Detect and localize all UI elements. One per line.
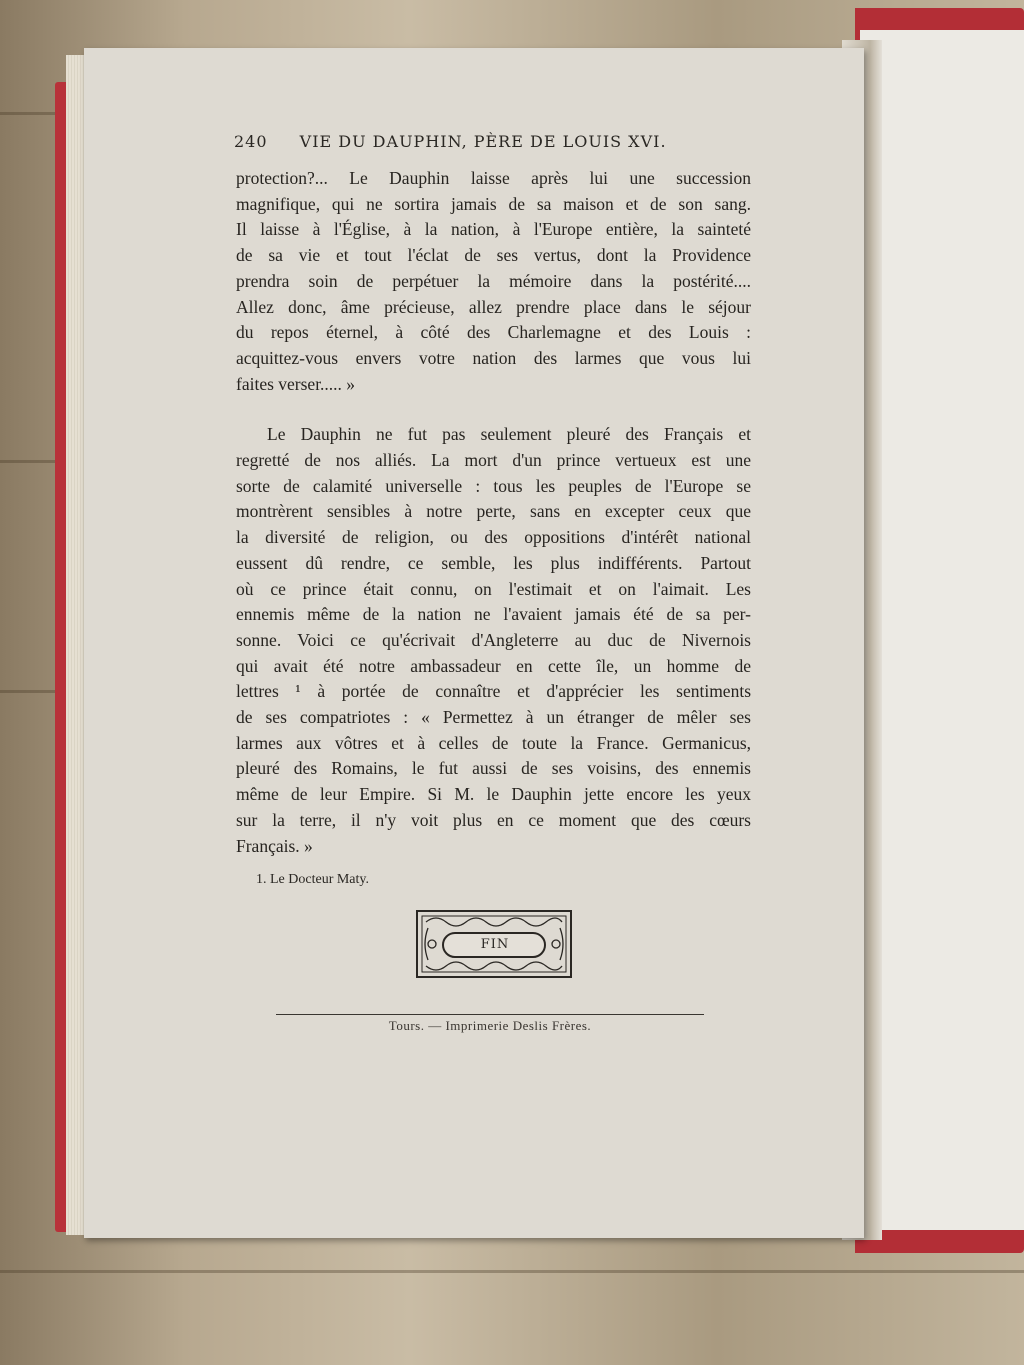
text-line: la diversité de religion, ou des oppositions d'intérêt national xyxy=(236,527,751,548)
endpaper xyxy=(860,30,1024,1230)
running-header xyxy=(234,132,754,151)
text-line: où ce prince était connu, on l'estimait et on l'aimait. Les xyxy=(236,578,751,599)
text-line: ennemis même de la nation ne l'avaient jamais été de sa per- xyxy=(236,604,751,625)
paragraph-2 xyxy=(236,422,751,859)
text-line: larmes aux vôtres et à celles de toute la France. Germanicus, xyxy=(236,732,751,753)
text-line: prendra soin de perpétuer la mémoire dans la postérité.... xyxy=(236,270,751,291)
text-line: eussent dû rendre, ce semble, les plus indifférents. Partout xyxy=(236,552,751,573)
text-line: montrèrent sensibles à notre perte, sans en excepter ceux que xyxy=(236,501,751,522)
text-line: magnifique, qui ne sortira jamais de sa maison et de son sang. xyxy=(236,193,751,214)
fin-label: FIN xyxy=(480,937,510,952)
running-title: VIE DU DAUPHIN, PÈRE DE LOUIS XVI. xyxy=(299,132,667,151)
text-line: sorte de calamité universelle : tous les peuples de l'Europe se xyxy=(236,475,751,496)
text-line: pleuré des Romains, le fut aussi de ses voisins, des ennemis xyxy=(236,758,751,779)
text-line: Allez donc, âme précieuse, allez prendre place dans le séjour xyxy=(236,296,751,317)
text-line: protection?... Le Dauphin laisse après lui une succession xyxy=(236,168,751,188)
text-line: acquittez-vous envers votre nation des larmes que vous lui xyxy=(236,347,751,368)
text-line: de sa vie et tout l'éclat de ses vertus, dont la Providence xyxy=(236,245,751,266)
body-text xyxy=(236,166,751,859)
page-number: 240 xyxy=(234,132,268,151)
text-line: regretté de nos alliés. La mort d'un prince vertueux est une xyxy=(236,450,751,471)
imprint-rule xyxy=(276,1014,704,1015)
text-line: Il laisse à l'Église, à la nation, à l'Europe entière, la sainteté xyxy=(236,219,751,240)
printer-imprint: Tours. — Imprimerie Deslis Frères. xyxy=(388,1018,592,1033)
text-line: de ses compatriotes : « Permettez à un étranger de mêler ses xyxy=(236,707,751,728)
text-line: Français. » xyxy=(236,835,313,856)
footnote: 1. Le Docteur Maty. xyxy=(256,872,369,887)
text-line: sonne. Voici ce qu'écrivait d'Angleterre au duc de Nivernois xyxy=(236,629,751,650)
wood-grain xyxy=(0,1270,1024,1273)
text-line: lettres ¹ à portée de connaître et d'apprécier les sentiments xyxy=(236,681,751,702)
text-line: Le Dauphin ne fut pas seulement pleuré des Français et xyxy=(267,424,751,445)
text-line: qui avait été notre ambassadeur en cette île, un homme de xyxy=(236,655,751,676)
page-edges xyxy=(66,55,86,1235)
paragraph-gap xyxy=(236,397,751,422)
text-line: faites verser..... » xyxy=(236,373,356,394)
book-page xyxy=(84,48,864,1238)
text-line: du repos éternel, à côté des Charlemagne et des Louis : xyxy=(236,322,751,343)
paragraph-1 xyxy=(236,166,751,397)
text-line: même de leur Empire. Si M. le Dauphin jette encore les yeux xyxy=(236,784,751,805)
text-line: sur la terre, il n'y voit plus en ce moment que des cœurs xyxy=(236,809,751,830)
